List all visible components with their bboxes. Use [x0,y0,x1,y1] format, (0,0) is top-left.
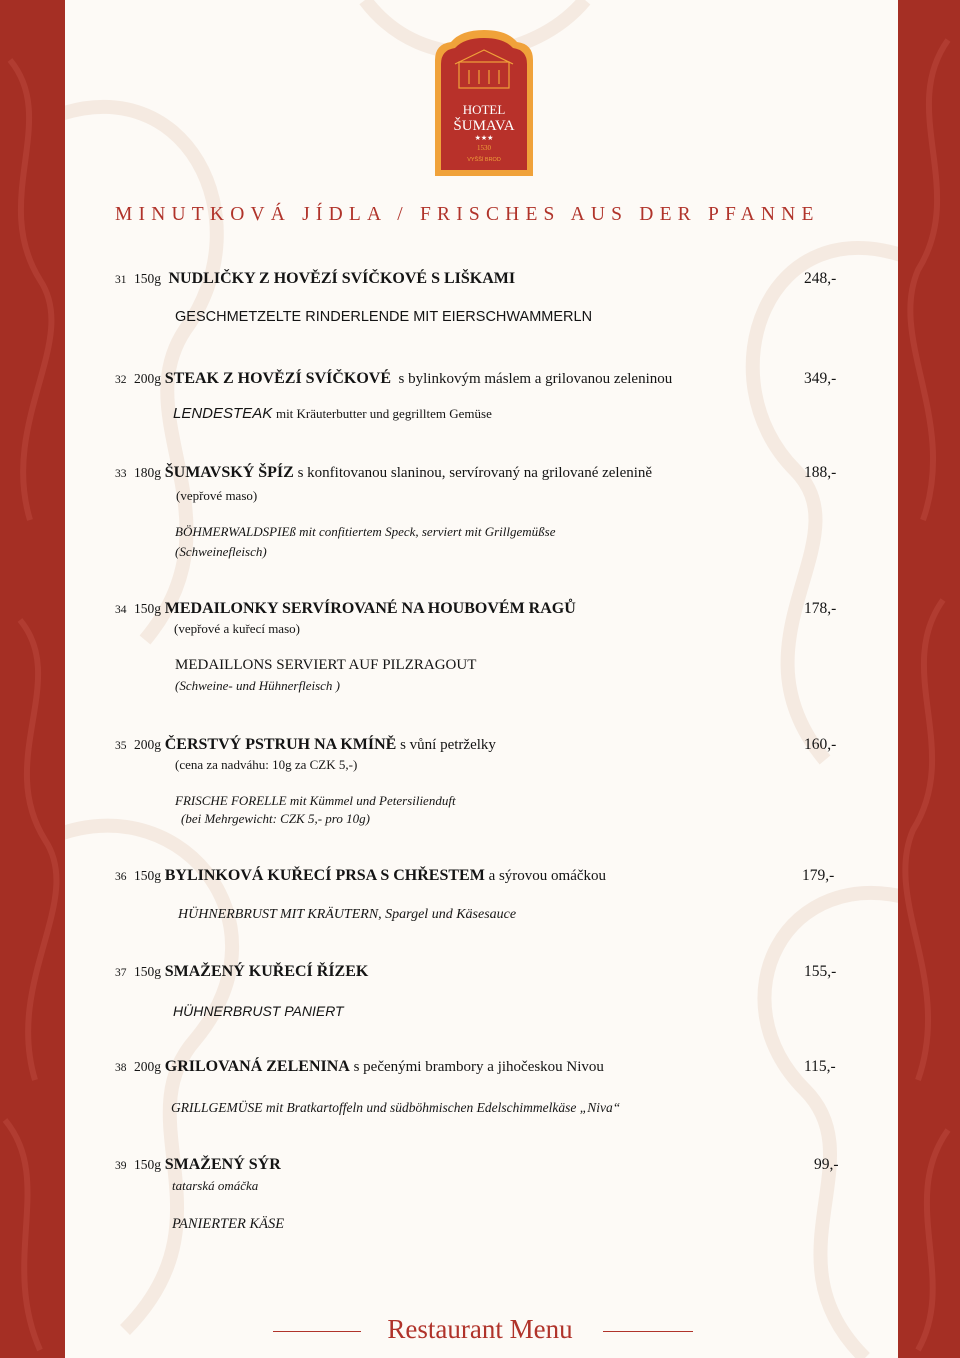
menu-item-line [115,464,652,483]
item-description: s vůní petrželky [400,737,496,753]
item-name: NUDLIČKY Z HOVĚZÍ SVÍČKOVÉ S LIŠKAMI [168,270,516,287]
menu-item-line [115,736,496,755]
item-note: (cena za nadváhu: 10g za CZK 5,-) [175,757,358,772]
item-name: GRILOVANÁ ZELENINA [164,1058,350,1075]
item-german: PANIERTER KÄSE [172,1216,285,1232]
item-german: HÜHNERBRUST MIT KRÄUTERN, Spargel und Käsesauce [178,907,517,922]
item-german-title: LENDESTEAK [173,405,273,422]
menu-item-line [115,1058,604,1077]
item-price: 115,- [804,1058,836,1075]
item-number: 35 [115,740,127,752]
item-weight: 150g [134,964,161,979]
item-german: GRILLGEMÜSE mit Bratkartoffeln und südböhmischen Edelschimmelkäse „Niva“ [171,1100,621,1115]
item-price: 155,- [804,963,837,980]
item-number: 36 [115,871,127,883]
item-note: tatarská omáčka [172,1178,259,1193]
item-name: BYLINKOVÁ KUŘECÍ PRSA S CHŘESTEM [164,867,485,884]
logo-name-text: ŠUMAVA [453,118,515,134]
hotel-sumava-logo [431,30,537,176]
menu-item-line [115,867,606,886]
item-german: GESCHMETZELTE RINDERLENDE MIT EIERSCHWAMMERLN [175,309,593,325]
item-number: 31 [115,274,127,286]
item-price: 179,- [802,867,835,884]
item-number: 33 [115,468,127,480]
item-description: s konfitovanou slaninou, servírovaný na grilované zelenině [297,465,653,481]
item-description: s pečenými brambory a jihočeskou Nivou [353,1059,604,1075]
item-note: (vepřové maso) [176,488,258,503]
item-german-note: (Schweine- und Hühnerfleisch ) [175,678,340,693]
item-number: 37 [115,967,127,979]
item-german-note: (Schweinefleisch) [175,544,267,559]
logo-town: VYŠŠÍ BROD [467,157,501,163]
item-german-note: (bei Mehrgewicht: CZK 5,- pro 10g) [181,811,370,826]
item-german [173,405,492,423]
section-heading: MINUTKOVÁ JÍDLA / FRISCHES AUS DER PFANNE [115,204,820,225]
item-description: s bylinkovým máslem a grilovanou zeleninou [398,371,673,387]
item-description: a sýrovou omáčkou [488,868,607,884]
item-price: 188,- [804,464,837,481]
item-german: FRISCHE FORELLE mit Kümmel und Petersilienduft [175,793,456,808]
menu-item-line [115,600,576,619]
item-price: 160,- [804,736,837,753]
item-number: 34 [115,604,127,616]
item-german: BÖHMERWALDSPIEß mit confitiertem Speck, serviert mit Grillgemüßse [175,524,556,539]
right-decorative-border [898,0,960,1358]
item-weight: 150g [134,1157,161,1172]
item-number: 39 [115,1160,127,1172]
footer-divider-left [273,1331,361,1332]
item-german: MEDAILLONS SERVIERT AUF PILZRAGOUT [175,657,477,673]
item-name: SMAŽENÝ SÝR [164,1156,281,1173]
item-weight: 200g [134,371,161,386]
logo-stars: ★★★ [474,134,494,142]
item-price: 248,- [804,270,837,287]
item-number: 38 [115,1062,127,1074]
item-weight: 150g [134,868,161,883]
item-weight: 200g [134,1059,161,1074]
item-weight: 150g [134,601,161,616]
item-price: 178,- [804,600,837,617]
menu-item-line [115,963,368,982]
left-decorative-border [0,0,65,1358]
item-number: 32 [115,374,127,386]
item-name: STEAK Z HOVĚZÍ SVÍČKOVÉ [164,370,392,387]
item-weight: 200g [134,737,161,752]
item-name: SMAŽENÝ KUŘECÍ ŘÍZEK [164,963,369,980]
item-price: 349,- [804,370,837,387]
menu-item-line [115,370,672,389]
menu-page [65,0,898,1358]
item-german: HÜHNERBRUST PANIERT [173,1003,344,1019]
menu-item-line [115,1156,281,1175]
item-name: ČERSTVÝ PSTRUH NA KMÍNĚ [164,736,397,753]
item-weight: 150g [134,271,161,286]
logo-hotel-text: HOTEL [462,102,506,117]
item-price: 99,- [814,1156,839,1173]
item-note: (vepřové a kuřecí maso) [174,621,300,636]
footer-divider-right [603,1331,693,1332]
item-name: ŠUMAVSKÝ ŠPÍZ [164,464,294,481]
item-german-desc: mit Kräuterbutter und gegrilltem Gemüse [275,406,492,421]
footer-title: Restaurant Menu [387,1314,573,1344]
item-name: MEDAILONKY SERVÍROVANÉ NA HOUBOVÉM RAGŮ [164,600,576,617]
item-weight: 180g [134,465,161,480]
logo-year: 1530 [477,144,491,152]
menu-item-line [115,270,515,289]
